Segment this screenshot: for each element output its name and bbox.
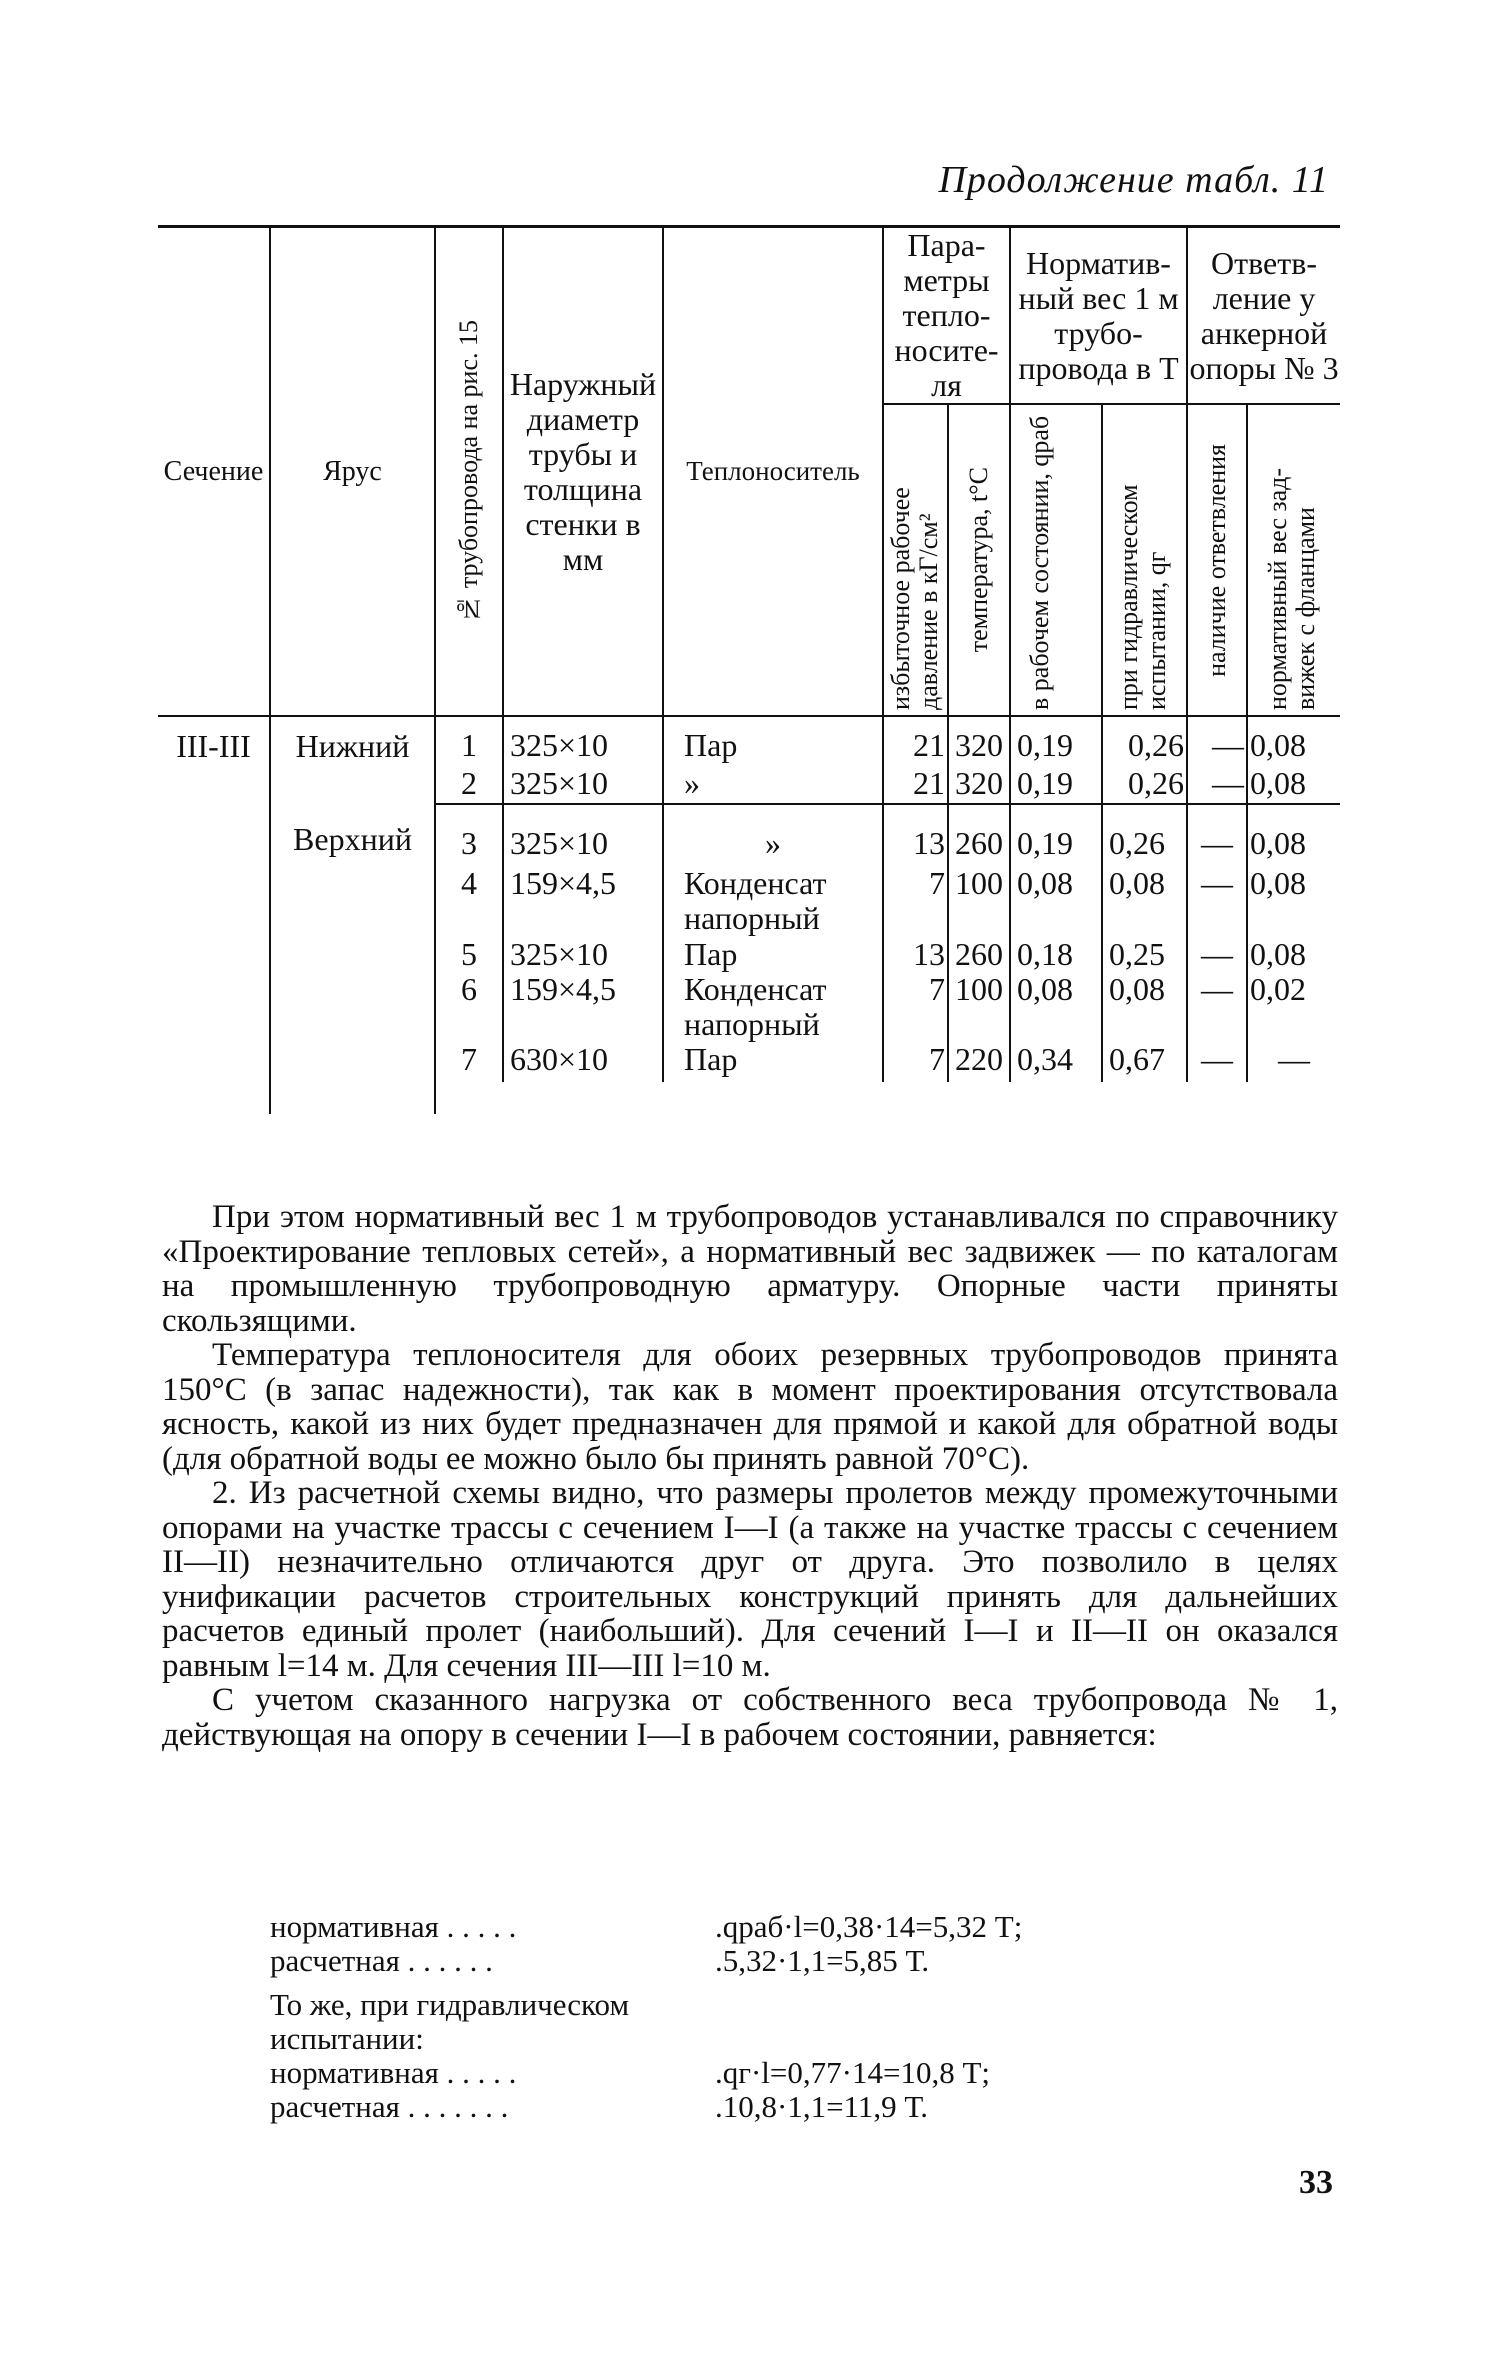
table-cell: 220 <box>948 1042 1010 1082</box>
table-cell: 0,08 <box>1247 936 1340 972</box>
table-cell: — <box>1187 716 1247 764</box>
calc-value: .5,32·1,1=5,85 Т. <box>715 1943 930 1978</box>
page-number: 33 <box>1299 2164 1333 2201</box>
table-cell: — <box>1187 972 1247 1042</box>
table-spacer <box>435 1082 1340 1114</box>
table-cell: 0,08 <box>1247 764 1340 804</box>
section-blank <box>158 804 270 1114</box>
table-cell: 0,26 <box>1102 804 1187 866</box>
header-hydro-test: при гидравлическом испытании, qг <box>1102 404 1187 716</box>
table-cell: 5 <box>435 936 503 972</box>
table-cell: 0,67 <box>1102 1042 1187 1082</box>
table-cell: 100 <box>948 972 1010 1042</box>
table-cell: 320 <box>948 716 1010 764</box>
table-cell: 7 <box>883 1042 948 1082</box>
calculation-block <box>270 1910 1022 2124</box>
table-cell: 2 <box>435 764 503 804</box>
table-cell: 159×4,5 <box>503 866 663 936</box>
calc-label: расчетная . . . . . . . <box>270 2089 509 2124</box>
table-cell: 325×10 <box>503 936 663 972</box>
calc-label: расчетная . . . . . . <box>270 1943 493 1978</box>
calc-label: нормативная . . . . . <box>270 1909 517 1944</box>
table-cell: 0,08 <box>1247 804 1340 866</box>
calc-row <box>270 1944 1022 1978</box>
section-label: III-III <box>176 728 251 764</box>
table-cell: Пар <box>663 936 883 972</box>
header-section: Сечение <box>158 227 270 717</box>
header-tier: Ярус <box>270 227 435 717</box>
table-cell: 260 <box>948 804 1010 866</box>
table-cell: » <box>663 764 883 804</box>
table-cell: 0,26 <box>1102 764 1187 804</box>
header-branch-group: Ответв-ление у анкерной опоры № 3 <box>1187 227 1340 405</box>
table-cell: 0,08 <box>1010 972 1102 1042</box>
table-cell: 325×10 <box>503 764 663 804</box>
table-cell: 13 <box>883 936 948 972</box>
header-medium: Теплоноситель <box>663 227 883 717</box>
table-cell: 21 <box>883 764 948 804</box>
table-cell: 0,08 <box>1102 866 1187 936</box>
table-cell: 0,08 <box>1247 716 1340 764</box>
table-cell: 4 <box>435 866 503 936</box>
table-cell: 7 <box>435 1042 503 1082</box>
header-pipe-no: № трубопровода на рис. 15 <box>435 227 503 717</box>
calc-value: .qраб·l=0,38·14=5,32 Т; <box>715 1909 1023 1944</box>
table-cell: 0,08 <box>1010 866 1102 936</box>
table-cell: Конденсат напорный <box>663 866 883 936</box>
table-cell: 100 <box>948 866 1010 936</box>
table-cell: » <box>663 804 883 866</box>
table-cell: Пар <box>663 1042 883 1082</box>
calc-row: То же, при гидравлическом <box>270 1987 630 2022</box>
table-cell: 0,25 <box>1102 936 1187 972</box>
calc-row <box>270 1910 1022 1944</box>
calc-row <box>270 2056 1022 2090</box>
table-cell: 6 <box>435 972 503 1042</box>
calc-value: .10,8·1,1=11,9 Т. <box>715 2089 928 2124</box>
table-cell: 13 <box>883 804 948 866</box>
table-cell: Пар <box>663 716 883 764</box>
header-diameter: Наружный диаметр трубы и толщина стенки в мм <box>503 227 663 717</box>
calc-value: .qг·l=0,77·14=10,8 Т; <box>715 2055 990 2090</box>
tier-upper: Верхний <box>270 804 435 1114</box>
table-cell: 159×4,5 <box>503 972 663 1042</box>
header-pressure: избыточное рабочее давление в кГ/см² <box>883 404 948 716</box>
data-table <box>158 225 1340 1114</box>
header-params-group: Пара-метры тепло-носите-ля <box>883 227 1010 405</box>
table-cell: 3 <box>435 804 503 866</box>
table-cell: Конденсат напорный <box>663 972 883 1042</box>
table-cell: 325×10 <box>503 716 663 764</box>
table-cell: 260 <box>948 936 1010 972</box>
table-caption: Продолжение табл. 11 <box>938 159 1329 201</box>
paragraph: С учетом сказанного нагрузка от собственного веса трубопровода № 1, действующая на опору в сечении I—I в рабочем состоянии, равняется: <box>162 1682 1338 1753</box>
paragraph: Температура теплоносителя для обоих резервных трубопроводов принята 150°C (в запас надежности), так как в момент проектирования отсутствовала ясность, какой из них будет предназначен для прямой и какой для обратной воды (для обратной воды ее можно было бы принять равной 70°C). <box>162 1337 1338 1477</box>
calc-row <box>270 2090 1022 2124</box>
table-cell: — <box>1187 804 1247 866</box>
table-cell: — <box>1247 1042 1340 1082</box>
header-branch-presence: наличие ответвления <box>1187 404 1247 716</box>
table-cell: 0,34 <box>1010 1042 1102 1082</box>
table-cell: — <box>1187 1042 1247 1082</box>
table-cell: 0,19 <box>1010 804 1102 866</box>
header-work-state: в рабочем состоянии, qраб <box>1010 404 1102 716</box>
header-temperature: температура, t°C <box>948 404 1010 716</box>
body-text <box>162 1200 1338 1752</box>
table-cell: 21 <box>883 716 948 764</box>
table-cell: — <box>1187 866 1247 936</box>
paragraph: 2. Из расчетной схемы видно, что размеры пролетов между промежуточными опорами на участке трассы с сечением I—I (а также на участке трассы с сечением II—II) незначительно отличаются друг от друга. Это позволило в целях унификации расчетов строительных конструкций принять для дальнейших расчетов единый пролет (наибольший). Для сечений I—I и II—II он оказался равным l=14 м. Для сечения III—III l=10 м. <box>162 1475 1338 1684</box>
table-cell: — <box>1187 936 1247 972</box>
table-cell: 0,08 <box>1247 866 1340 936</box>
table-cell: 630×10 <box>503 1042 663 1082</box>
table-cell: 7 <box>883 866 948 936</box>
table-cell: 0,18 <box>1010 936 1102 972</box>
table-cell: 0,08 <box>1102 972 1187 1042</box>
table-cell: — <box>1187 764 1247 804</box>
header-valve-weight: нормативный вес зад-вижек с фланцами <box>1247 404 1340 716</box>
paragraph: При этом нормативный вес 1 м трубопроводов устанавливался по справочнику «Проектирование тепловых сетей», а нормативный вес задвижек — по каталогам на промышленную трубопроводную арматуру. Опорные части приняты скользящими. <box>162 1199 1338 1339</box>
header-weight-group: Норматив-ный вес 1 м трубо-провода в Т <box>1010 227 1187 405</box>
table-cell: 325×10 <box>503 804 663 866</box>
table-cell: 7 <box>883 972 948 1042</box>
calc-row: испытании: <box>270 2021 424 2056</box>
table-cell: 0,19 <box>1010 716 1102 764</box>
table-cell: 0,02 <box>1247 972 1340 1042</box>
table-cell: 0,19 <box>1010 764 1102 804</box>
tier-lower: Нижний <box>270 716 435 804</box>
table-cell: 1 <box>435 716 503 764</box>
table-cell: 320 <box>948 764 1010 804</box>
calc-label: нормативная . . . . . <box>270 2055 517 2090</box>
table-cell: 0,26 <box>1102 716 1187 764</box>
